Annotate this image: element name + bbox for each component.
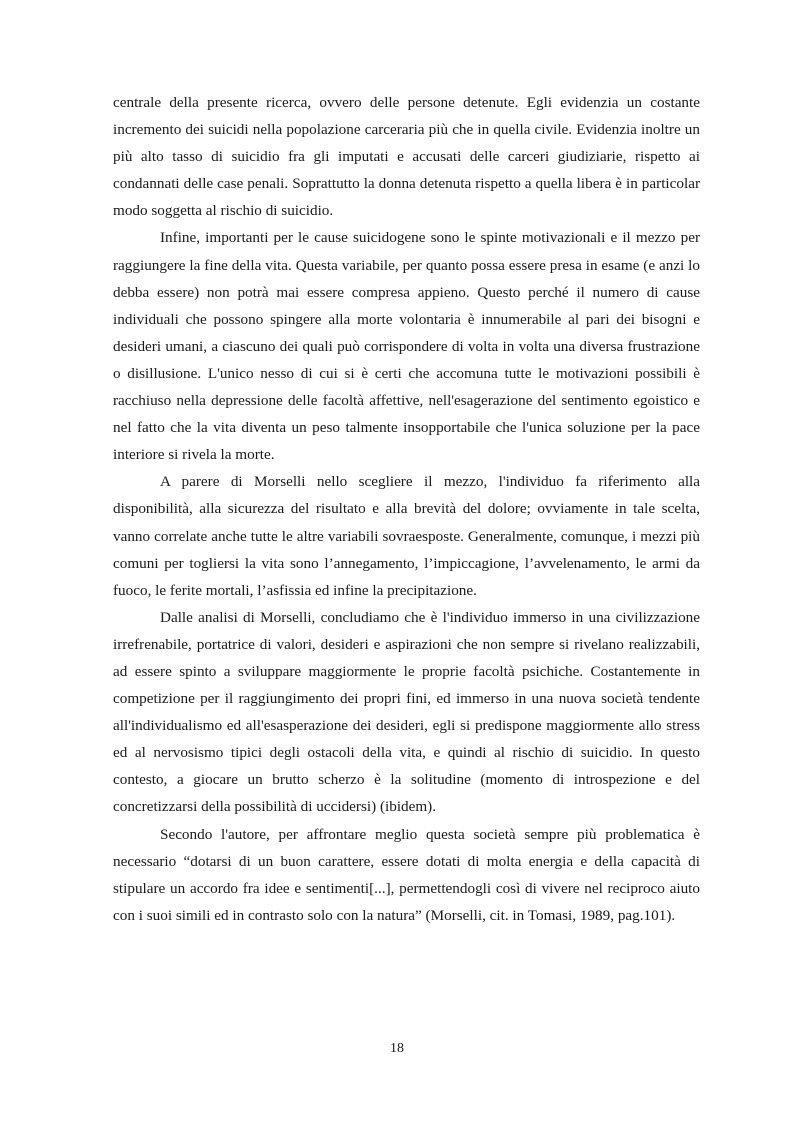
paragraph-continuation: centrale della presente ricerca, ovvero delle persone detenute. Egli evidenzia un costante incremento dei suicidi nella popolazione carceraria più che in quella civile. Evidenzia inoltre un più alto tasso di suicidio fra gli imputati e accusati delle carceri giudiziarie, rispetto ai condannati delle case penali. Soprattutto la donna detenuta rispetto a quella libera è in particolar modo soggetta al rischio di suicidio.: [113, 94, 700, 220]
paragraph-motivations: Infine, importanti per le cause suicidogene sono le spinte motivazionali e il mezzo per raggiungere la fine della vita. Questa variabile, per quanto possa essere presa in esame (e anzi lo debba essere) non potrà mai essere compresa appieno. Questo perché il numero di cause individuali che possono spingere alla morte volontaria è innumerabile al pari dei bisogni e desideri umani, a ciascuno dei quali può corrispondere di volta in volta una diversa frustrazione o disillusione. L'unico nesso di cui si è certi che accomuna tutte le motivazioni possibili è racchiuso nella depressione delle facoltà affettive, nell'esagerazione del sentimento egoistico e nel fatto che la vita diventa un peso talmente insopportabile che l'unica soluzione per la pace interiore si rivela la morte.: [113, 229, 700, 464]
page-number: 18: [390, 1041, 404, 1056]
paragraph-quote: Secondo l'autore, per affrontare meglio questa società sempre più problematica è necessario “dotarsi di un buon carattere, essere dotati di molta energia e della capacità di stipulare un accordo fra idee e sentimenti[...], permettendogli così di vivere nel reciproco aiuto con i suoi simili ed in contrasto solo con la natura” (Morselli, cit. in Tomasi, 1989, pag.101).: [113, 825, 700, 924]
body-text: [113, 89, 700, 929]
paragraph-conclusion: Dalle analisi di Morselli, concludiamo che è l'individuo immerso in una civilizzazione irrefrenabile, portatrice di valori, desideri e aspirazioni che non sempre si rivelano realizzabili, ad essere spinto a sviluppare maggiormente le proprie facoltà psichiche. Costantemente in competizione per il raggiungimento dei propri fini, ed immerso in una nuova società tendente all'individualismo ed all'esasperazione dei desideri, egli si predispone maggiormente allo stress ed al nervosismo tipici degli ostacoli della vita, e quindi al rischio di suicidio. In questo contesto, a giocare un brutto scherzo è la solitudine (momento di introspezione e del concretizzarsi della possibilità di uccidersi) (ibidem).: [113, 608, 700, 816]
paragraph-means: A parere di Morselli nello scegliere il mezzo, l'individuo fa riferimento alla disponibilità, alla sicurezza del risultato e alla brevità del dolore; ovviamente in tale scelta, vanno correlate anche tutte le altre variabili sovraesposte. Generalmente, comunque, i mezzi più comuni per togliersi la vita sono l’annegamento, l’impiccagione, l’avvelenamento, le armi da fuoco, le ferite mortali, l’asfissia ed infine la precipitazione.: [113, 473, 700, 599]
